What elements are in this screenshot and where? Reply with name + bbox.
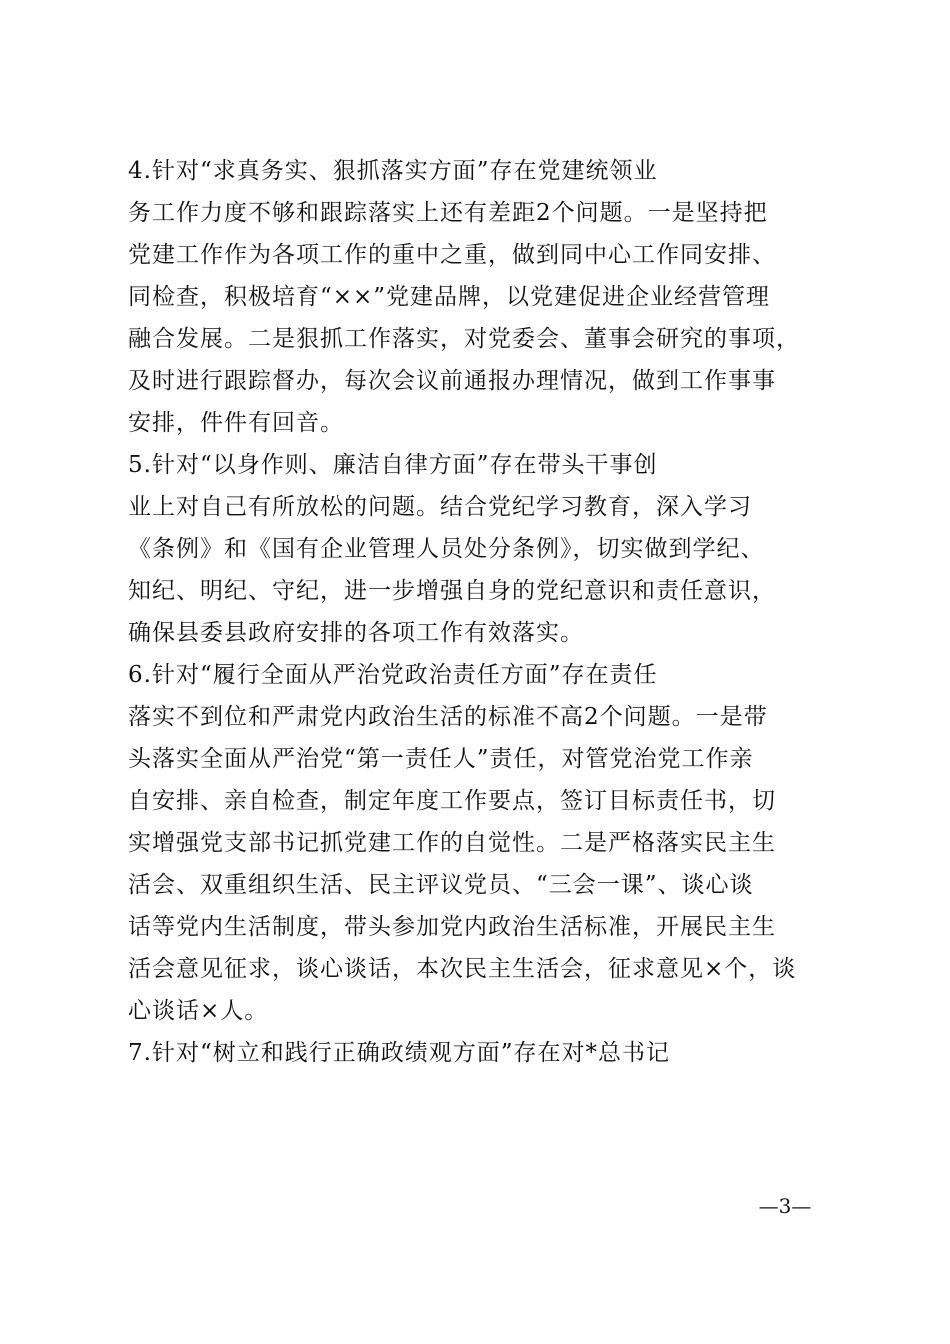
text-line: 心谈话×人。	[128, 998, 269, 1024]
text-line: 知纪、明纪、守纪，进一步增强自身的党纪意识和责任意识，	[128, 578, 776, 604]
text-line: 确保县委县政府安排的各项工作有效落实。	[128, 620, 584, 646]
text-line: 《条例》和《国有企业管理人员处分条例》，切实做到学纪、	[128, 536, 765, 562]
document-body	[128, 150, 830, 1074]
text-line: 务工作力度不够和跟踪落实上还有差距2个问题。一是坚持把	[128, 200, 768, 226]
page-number: —3—	[758, 1194, 812, 1218]
text-line: 话等党内生活制度，带头参加党内政治生活标准，开展民主生	[128, 914, 776, 940]
text-line: 4.针对“求真务实、狠抓落实方面”存在党建统领业	[128, 158, 658, 184]
text-line: 6.针对“履行全面从严治党政治责任方面”存在责任	[128, 662, 658, 688]
text-line: 业上对自己有所放松的问题。结合党纪学习教育，深入学习	[128, 494, 752, 520]
text-line: 融合发展。二是狠抓工作落实，对党委会、董事会研究的事项，	[128, 326, 800, 352]
text-line: 同检查，积极培育“××”党建品牌，以党建促进企业经营管理	[128, 284, 771, 310]
text-line: 安排，件件有回音。	[128, 410, 344, 436]
text-line: 活会、双重组织生活、民主评议党员、“三会一课”、谈心谈	[128, 872, 754, 898]
text-line: 落实不到位和严肃党内政治生活的标准不高2个问题。一是带	[128, 704, 768, 730]
text-line: 自安排、亲自检查，制定年度工作要点，签订目标责任书，切	[128, 788, 776, 814]
text-line: 7.针对“树立和践行正确政绩观方面”存在对*总书记	[128, 1040, 670, 1066]
text-line: 5.针对“以身作则、廉洁自律方面”存在带头干事创	[128, 452, 658, 478]
text-line: 党建工作作为各项工作的重中之重，做到同中心工作同安排、	[128, 242, 776, 268]
text-line: 实增强党支部书记抓党建工作的自觉性。二是严格落实民主生	[128, 830, 776, 856]
text-line: 及时进行跟踪督办，每次会议前通报办理情况，做到工作事事	[128, 368, 776, 394]
text-line: 活会意见征求，谈心谈话，本次民主生活会，征求意见×个，谈	[128, 956, 797, 982]
text-line: 头落实全面从严治党“第一责任人”责任，对管党治党工作亲	[128, 746, 754, 772]
